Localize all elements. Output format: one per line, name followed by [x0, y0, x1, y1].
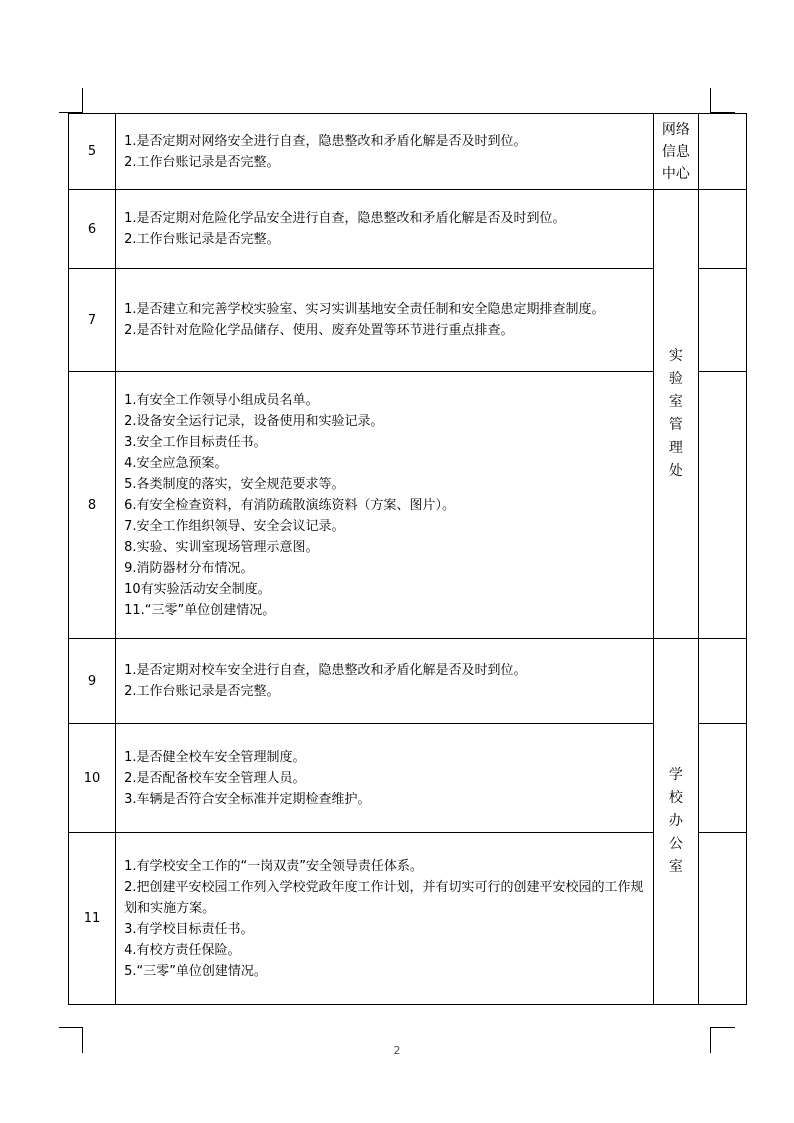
content-line: 10有实验活动安全制度。	[124, 581, 271, 597]
content-line: 1.是否定期对校车安全进行自查，隐患整改和矛盾化解是否及时到位。	[124, 663, 527, 678]
content-line: 7.安全工作组织领导、安全会议记录。	[124, 518, 345, 534]
content-line: 4.有校方责任保险。	[124, 942, 241, 958]
content-line: 5.“三零”单位创建情况。	[124, 963, 267, 979]
department-label: 实	[668, 348, 683, 364]
content-line: 2.是否配备校车安全管理人员。	[124, 770, 306, 786]
item-number: 7	[69, 269, 116, 372]
blank-cell	[698, 833, 746, 1005]
department-label: 办	[668, 813, 683, 829]
content-line: 6.有安全检查资料，有消防疏散演练资料（方案、图片）。	[124, 497, 455, 513]
content-line: 1.是否定期对网络安全进行自查，隐患整改和矛盾化解是否及时到位。	[124, 133, 527, 149]
item-number: 6	[69, 190, 116, 269]
content-line: 4.安全应急预案。	[124, 455, 228, 471]
department-label: 学	[668, 767, 683, 783]
blank-cell	[698, 269, 746, 372]
table-row	[69, 724, 747, 833]
blank-cell	[698, 724, 746, 833]
department-label: 验	[668, 371, 683, 387]
item-content	[116, 639, 654, 724]
item-number: 8	[69, 372, 116, 639]
department-label: 处	[668, 463, 683, 479]
crop-mark-bottom-left-horizontal	[59, 1027, 83, 1028]
department-label: 公	[668, 836, 683, 852]
blank-cell	[698, 190, 746, 269]
content-line: 2.把创建平安校园工作列入学校党政年度工作计划，并有切实可行的创建平安校园的工作规划和实施方案。	[124, 879, 644, 916]
department-lab	[653, 190, 698, 639]
table-row	[69, 114, 747, 190]
crop-mark-top-left-vertical	[82, 88, 83, 113]
department-office	[653, 639, 698, 1005]
content-line: 9.消防器材分布情况。	[124, 560, 254, 576]
crop-mark-bottom-right-horizontal	[710, 1027, 735, 1028]
item-number: 11	[69, 833, 116, 1005]
content-line: 2.设备安全运行记录，设备使用和实验记录。	[124, 413, 384, 429]
content-line: 1.是否建立和完善学校实验室、实习实训基地安全责任制和安全隐患定期排查制度。	[124, 302, 605, 317]
table-row	[69, 639, 747, 724]
department-label: 中心	[661, 165, 690, 182]
table-row	[69, 372, 747, 639]
inspection-table	[68, 113, 747, 1005]
item-number: 5	[69, 114, 116, 190]
blank-cell	[698, 639, 746, 724]
department-label: 理	[668, 440, 683, 456]
department-label: 管	[668, 417, 683, 433]
content-line: 1.有学校安全工作的“一岗双责”安全领导责任体系。	[124, 858, 423, 874]
content-line: 2.工作台账记录是否完整。	[124, 154, 280, 170]
item-content	[116, 190, 654, 269]
department-network	[653, 114, 698, 190]
content-line: 1.是否健全校车安全管理制度。	[124, 749, 306, 765]
item-content	[116, 724, 654, 833]
page-number: 2	[393, 1044, 401, 1057]
department-label: 室	[668, 394, 683, 410]
table-row	[69, 269, 747, 372]
item-number: 9	[69, 639, 116, 724]
content-line: 2.是否针对危险化学品储存、使用、废弃处置等环节进行重点排查。	[124, 323, 514, 338]
crop-mark-top-right-vertical	[710, 88, 711, 113]
item-content	[116, 269, 654, 372]
department-label: 网络	[661, 121, 690, 138]
table-row	[69, 833, 747, 1005]
item-content	[116, 372, 654, 639]
item-content	[116, 114, 654, 190]
content-line: 2.工作台账记录是否完整。	[124, 232, 280, 247]
content-line: 2.工作台账记录是否完整。	[124, 684, 280, 699]
content-line: 5.各类制度的落实，安全规范要求等。	[124, 476, 345, 492]
blank-cell	[698, 114, 746, 190]
blank-cell	[698, 372, 746, 639]
content-line: 3.有学校目标责任书。	[124, 921, 254, 937]
table-row	[69, 190, 747, 269]
content-line: 3.安全工作目标责任书。	[124, 434, 267, 450]
content-line: 3.车辆是否符合安全标准并定期检查维护。	[124, 791, 371, 807]
department-label: 室	[668, 859, 683, 875]
item-number: 10	[69, 724, 116, 833]
item-content	[116, 833, 654, 1005]
content-line: 8.实验、实训室现场管理示意图。	[124, 539, 319, 555]
content-line: 1.是否定期对危险化学品安全进行自查，隐患整改和矛盾化解是否及时到位。	[124, 211, 566, 226]
content-line: 11.“三零”单位创建情况。	[124, 602, 276, 618]
department-label: 校	[668, 790, 683, 806]
content-line: 1.有安全工作领导小组成员名单。	[124, 392, 319, 408]
department-label: 信息	[661, 143, 690, 160]
